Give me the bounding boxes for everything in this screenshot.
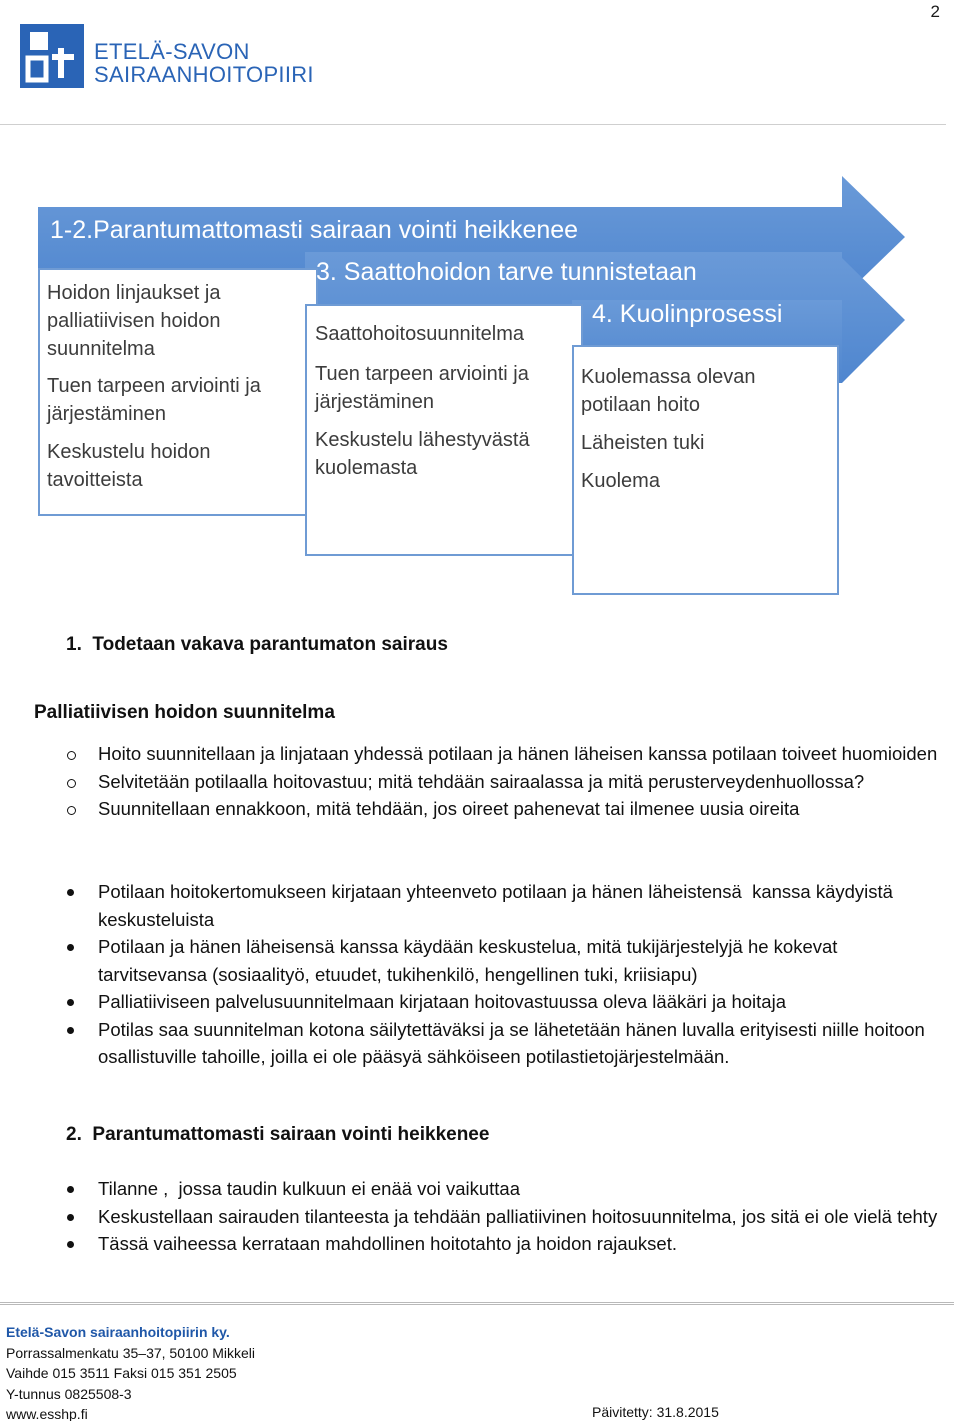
stage4-card <box>572 345 839 595</box>
stage1-item: Tuen tarpeen arviointi ja järjestäminen <box>47 375 261 425</box>
page-number: 2 <box>930 2 940 21</box>
list-item: Tässä vaiheessa kerrataan mahdollinen hoitotahto ja hoidon rajaukset. <box>0 1230 940 1258</box>
footer-org: Etelä-Savon sairaanhoitopiirin ky. <box>6 1324 230 1340</box>
footer-phone: Vaihde 015 3511 Faksi 015 351 2505 <box>6 1365 237 1381</box>
section1-heading: 1. Todetaan vakava parantumaton sairaus <box>66 634 448 655</box>
care-process-diagram <box>0 0 960 620</box>
stage3-title: 3. Saattohoidon tarve tunnistetaan <box>316 258 697 286</box>
stage1-card <box>38 268 318 516</box>
list-item: Keskustellaan sairauden tilanteesta ja tehdään palliatiivinen hoitosuunnitelma, jos sitä ei ole vielä tehty <box>0 1203 940 1231</box>
list-item: Potilaan ja hänen läheisensä kanssa käydään keskustelua, mitä tukijärjestelyjä he kokevat tarvitsevansa (sosiaalityö, etuudet, tukihenkilö, hengellinen tuki, kriisiapu) <box>0 933 940 988</box>
stage3-item: Keskustelu lähestyvästä kuolemasta <box>315 429 530 479</box>
stage4-title: 4. Kuolinprosessi <box>592 300 783 328</box>
list-item: Hoito suunnitellaan ja linjataan yhdessä potilaan ja hänen läheisen kanssa potilaan toiveet huomioiden <box>0 740 940 768</box>
footer-web-link[interactable]: www.esshp.fi <box>6 1406 88 1421</box>
stage1-item: Hoidon linjaukset ja palliatiivisen hoidon suunnitelma <box>47 282 221 360</box>
stage3-item: Saattohoitosuunnitelma <box>315 323 525 345</box>
footer-ytunnus: Y-tunnus 0825508-3 <box>6 1385 132 1402</box>
footer-divider <box>0 1302 954 1305</box>
stage1-item: Keskustelu hoidon tavoitteista <box>47 441 211 491</box>
list-item: Tilanne , jossa taudin kulkuun ei enää voi vaikuttaa <box>0 1175 940 1203</box>
section1-list-a <box>0 740 940 823</box>
logo-line-2: SAIRAANHOITOPIIRI <box>94 62 314 87</box>
section2-list <box>0 1175 940 1258</box>
stage4-item: Kuolemassa olevan potilaan hoito <box>581 366 756 416</box>
section2-heading: 2. Parantumattomasti sairaan vointi heikkenee <box>66 1124 490 1145</box>
list-item: Suunnitellaan ennakkoon, mitä tehdään, jos oireet pahenevat tai ilmenee uusia oireita <box>0 795 940 823</box>
footer-address: Porrassalmenkatu 35–37, 50100 Mikkeli <box>6 1344 256 1361</box>
list-item: Potilas saa suunnitelman kotona säilytettäväksi ja se lähetetään hänen luvalla erityisesti niille hoitoon osallistuville tahoille, joilla ei ole pääsyä sähköiseen potilastietojärjestelmään. <box>0 1016 940 1071</box>
stage1-title: 1-2.Parantumattomasti sairaan vointi heikkenee <box>50 216 579 244</box>
stage3-card <box>305 304 583 556</box>
logo-line-1: ETELÄ-SAVON <box>94 39 250 64</box>
stage3-item: Tuen tarpeen arviointi ja järjestäminen <box>315 363 529 413</box>
section1-list-b <box>0 878 940 1071</box>
list-item: Selvitetään potilaalla hoitovastuu; mitä tehdään sairaalassa ja mitä perusterveydenhuollossa? <box>0 768 940 796</box>
list-item: Potilaan hoitokertomukseen kirjataan yhteenveto potilaan ja hänen läheistensä kanssa käydyistä keskusteluista <box>0 878 940 933</box>
footer-contact <box>6 1322 255 1421</box>
list-item: Palliatiiviseen palvelusuunnitelmaan kirjataan hoitovastuussa oleva lääkäri ja hoitaja <box>0 988 940 1016</box>
stage4-item: Läheisten tuki <box>581 432 705 454</box>
footer-updated: Päivitetty: 31.8.2015 <box>592 1404 719 1420</box>
stage4-item: Kuolema <box>581 470 660 492</box>
section1-subheading: Palliatiivisen hoidon suunnitelma <box>34 702 335 723</box>
